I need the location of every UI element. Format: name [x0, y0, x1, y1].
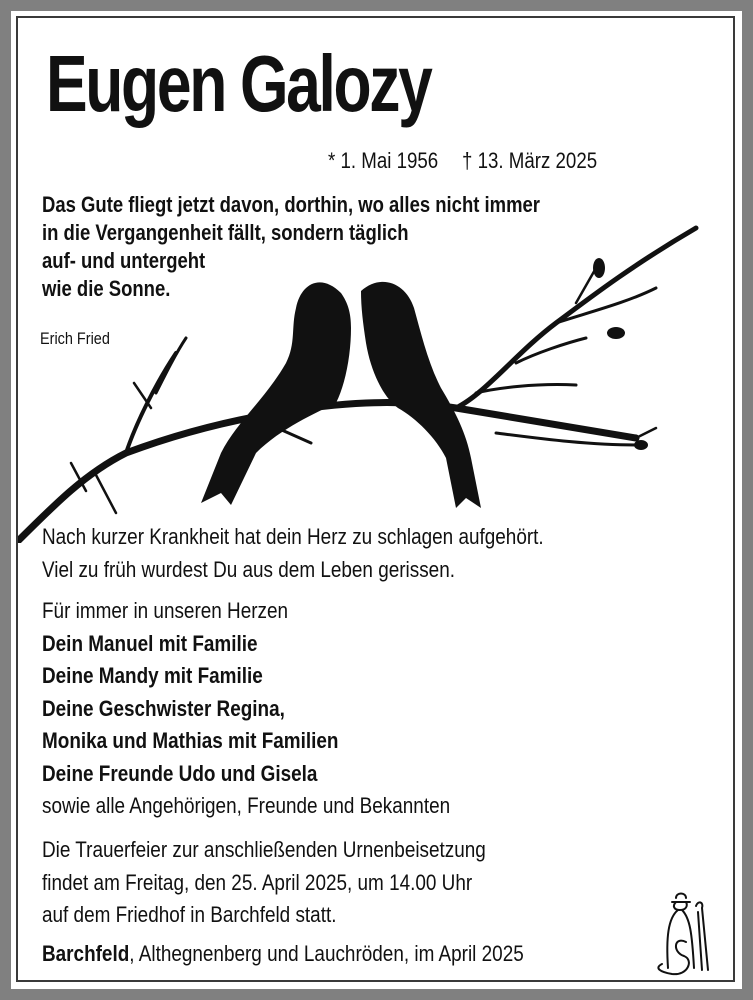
- closing-rest: , Althegnenberg und Lauchröden, im April 2025: [129, 941, 524, 966]
- service-line: auf dem Friedhof in Barchfeld statt.: [42, 902, 337, 927]
- quote-line: Das Gute fliegt jetzt davon, dorthin, wo alles nicht immer: [42, 192, 541, 217]
- deceased-name: Eugen Galozy: [46, 39, 431, 128]
- message-line: Viel zu früh wurdest Du aus dem Leben gerissen.: [42, 556, 455, 582]
- notice-frame: [11, 11, 742, 989]
- service-line: findet am Freitag, den 25. April 2025, um 14.00 Uhr: [42, 869, 473, 895]
- quote-line: in die Vergangenheit fällt, sondern täglich: [42, 220, 409, 245]
- quote-author: Erich Fried: [40, 329, 110, 348]
- service-line: Die Trauerfeier zur anschließenden Urnenbeisetzung: [42, 837, 486, 862]
- message-line: Nach kurzer Krankheit hat dein Herz zu schlagen aufgehört.: [42, 524, 544, 549]
- mourner-line: Monika und Mathias mit Familien: [42, 728, 339, 753]
- closing-line: [42, 938, 524, 971]
- notice-inner-frame: [16, 16, 735, 982]
- quote: [42, 191, 540, 303]
- quote-line: auf- und untergeht: [42, 248, 206, 273]
- birth-date: * 1. Mai 1956: [328, 148, 439, 173]
- mourner-line: Deine Geschwister Regina,: [42, 695, 285, 721]
- mourners-outro: sowie alle Angehörigen, Freunde und Bekannten: [42, 793, 451, 818]
- mourner-line: Deine Mandy mit Familie: [42, 663, 263, 688]
- condolence-message: [42, 521, 544, 586]
- closing-place-bold: Barchfeld: [42, 941, 130, 966]
- pilgrim-logo-icon: [654, 888, 714, 980]
- mourner-line: Dein Manuel mit Familie: [42, 630, 258, 656]
- quote-line: wie die Sonne.: [42, 276, 171, 301]
- mourner-line: Deine Freunde Udo und Gisela: [42, 760, 318, 786]
- mourners-intro: Für immer in unseren Herzen: [42, 598, 289, 623]
- death-date: † 13. März 2025: [461, 148, 598, 173]
- funeral-service-info: [42, 834, 486, 932]
- life-dates: [328, 148, 621, 174]
- mourners-list: [42, 595, 450, 823]
